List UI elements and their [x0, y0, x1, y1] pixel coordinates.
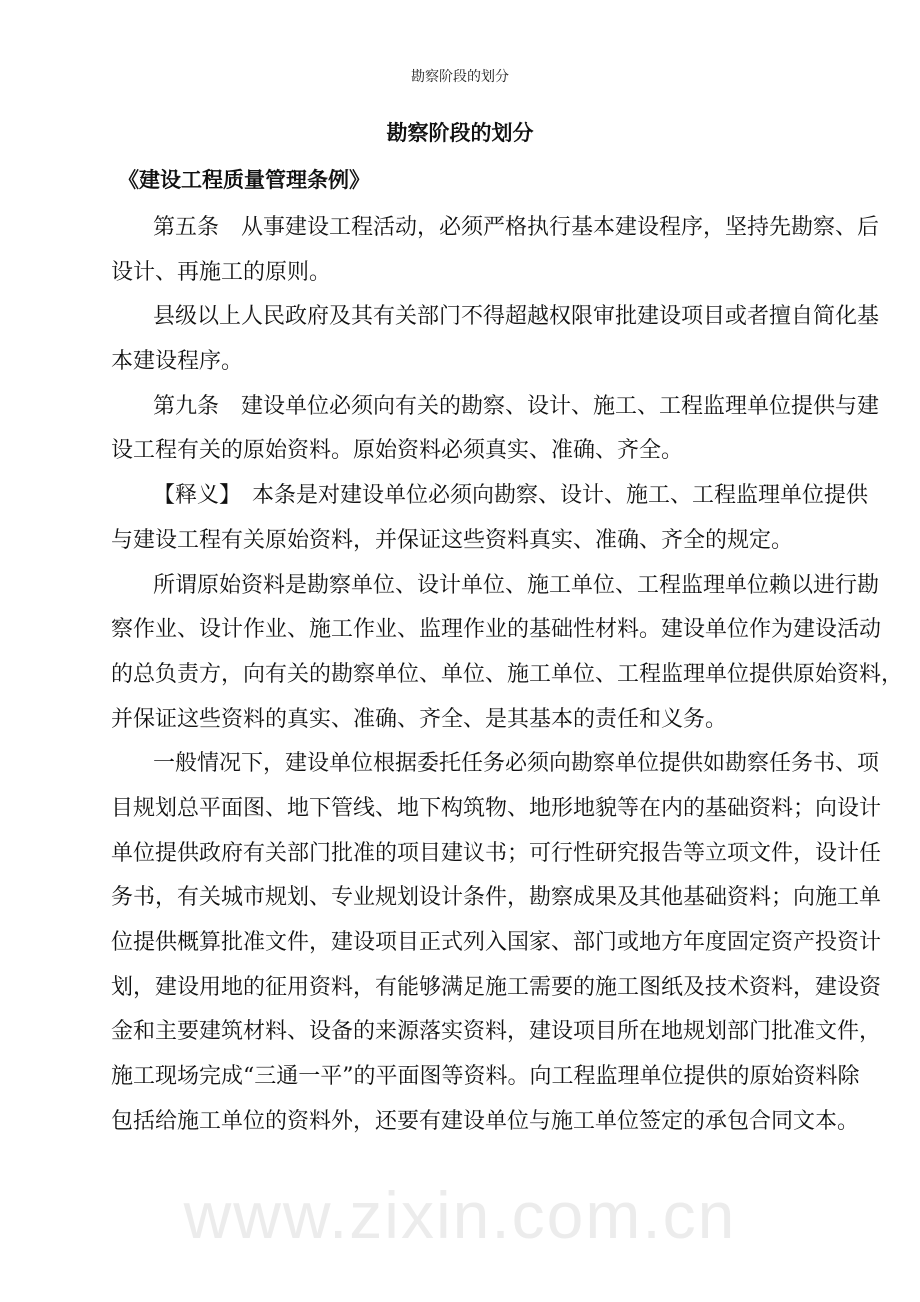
paragraph-line: 所谓原始资料是勘察单位、设计单位、施工单位、工程监理单位赖以进行勘	[153, 572, 880, 598]
paragraph-line: 县级以上人民政府及其有关部门不得超越权限审批建设项目或者擅自简化基	[153, 304, 880, 330]
paragraph	[111, 742, 882, 1144]
paragraph	[111, 474, 869, 563]
paragraph	[111, 385, 880, 474]
regulation-title: 《建设工程质量管理条例》	[118, 167, 370, 192]
paragraph-line: 设工程有关的原始资料。原始资料必须真实、准确、齐全。	[111, 438, 684, 464]
paragraph-line: 并保证这些资料的真实、准确、齐全、是其基本的责任和义务。	[111, 706, 728, 732]
paragraph	[111, 564, 904, 743]
paragraph-line: 察作业、设计作业、施工作业、监理作业的基础性材料。建设单位作为建设活动	[111, 617, 882, 643]
paragraph	[111, 206, 880, 295]
paragraph-line: 的总负责方，向有关的勘察单位、单位、施工单位、工程监理单位提供原始资料，	[111, 661, 904, 687]
paragraph-line: 设计、再施工的原则。	[111, 259, 332, 285]
running-header: 勘察阶段的划分	[411, 69, 509, 85]
paragraph-line: 第五条 从事建设工程活动，必须严格执行基本建设程序，坚持先勘察、后	[153, 215, 880, 240]
document-title: 勘察阶段的划分	[386, 120, 534, 145]
paragraph-line: 一般情况下，建设单位根据委托任务必须向勘察单位提供如勘察任务书、项	[153, 751, 880, 777]
watermark: www.zixin.com.cn	[183, 1178, 737, 1252]
paragraph-line: 划，建设用地的征用资料，有能够满足施工需要的施工图纸及技术资料，建设资	[111, 974, 882, 1000]
paragraph-line: 目规划总平面图、地下管线、地下构筑物、地形地貌等在内的基础资料；向设计	[111, 795, 882, 821]
paragraph-line: 第九条 建设单位必须向有关的勘察、设计、施工、工程监理单位提供与建	[153, 393, 880, 419]
paragraph-line: 位提供概算批准文件，建设项目正式列入国家、部门或地方年度固定资产投资计	[111, 930, 882, 955]
paragraph-line: 与建设工程有关原始资料，并保证这些资料真实、准确、齐全的规定。	[111, 527, 794, 553]
paragraph-line: 金和主要建筑材料、设备的来源落实资料，建设项目所在地规划部门批准文件，	[111, 1019, 882, 1045]
paragraph-line: 单位提供政府有关部门批准的项目建议书；可行性研究报告等立项文件，设计任	[111, 840, 882, 866]
paragraph-line: 务书，有关城市规划、专业规划设计条件，勘察成果及其他基础资料；向施工单	[111, 885, 882, 911]
paragraph-line: 包括给施工单位的资料外，还要有建设单位与施工单位签定的承包合同文本。	[111, 1108, 860, 1134]
paragraph-line: 【释义】 本条是对建设单位必须向勘察、设计、施工、工程监理单位提供	[153, 483, 869, 509]
paragraph-line: 施工现场完成“三通一平”的平面图等资料。向工程监理单位提供的原始资料除	[111, 1064, 860, 1090]
paragraph-line: 本建设程序。	[111, 349, 244, 375]
paragraph	[111, 295, 880, 384]
document-body	[111, 206, 904, 1144]
